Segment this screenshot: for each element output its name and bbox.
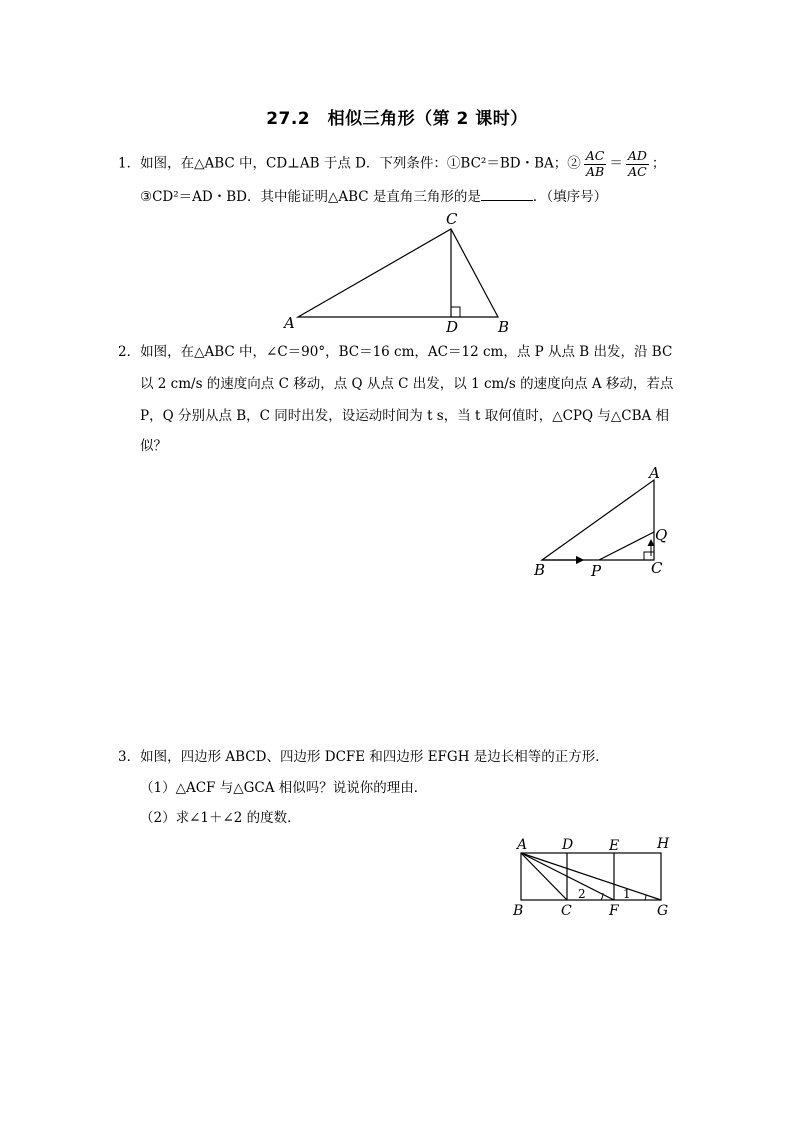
- q1-label-a: A: [284, 314, 295, 332]
- q2-line2: 以 2 cm/s 的速度向点 C 移动，点 Q 从点 C 出发，以 1 cm/s 的速度向点 A 移动，若点: [140, 376, 674, 392]
- q3-label-h: H: [657, 836, 670, 852]
- q3-label-b: B: [513, 903, 524, 919]
- q3-diag-ag: [521, 853, 661, 900]
- q2-label-b: B: [534, 561, 546, 579]
- q2-line3: P，Q 分别从点 B，C 同时出发，设运动时间为 t s，当 t 取何值时，△CPQ 与△CBA 相: [140, 408, 670, 424]
- q3-label-c: C: [561, 903, 572, 919]
- q1-label-d: D: [446, 318, 459, 336]
- q3-label-f: F: [609, 903, 619, 919]
- q2-label-a: A: [649, 464, 660, 482]
- q1-frac2-denominator: AC: [628, 163, 647, 179]
- q1-text-a: 1．如图，在△ABC 中，CD⊥AB 于点 D．下列条件：①BC²＝BD・BA；②: [118, 155, 581, 172]
- q3-angle1-arc: [645, 895, 646, 900]
- q3-label-g: G: [657, 903, 669, 919]
- q1-fraction-2: [626, 150, 649, 178]
- q1-answer-blank[interactable]: [481, 188, 533, 201]
- q1-frac1-denominator: AB: [585, 163, 605, 179]
- q1-text-b: ③CD²＝AD・BD．其中能证明△ABC 是直角三角形的是: [140, 189, 481, 205]
- q2-line1: 2．如图，在△ABC 中，∠C＝90°，BC＝16 cm，AC＝12 cm，点 P 从点 B 出发，沿 BC: [118, 344, 673, 360]
- q1-line1: [118, 150, 665, 178]
- q1-fraction-1: [584, 150, 607, 178]
- q2-line4: 似？: [140, 438, 167, 454]
- q1-line2: [140, 188, 607, 205]
- q1-label-c: C: [446, 210, 458, 228]
- q1-right-angle-mark: [451, 307, 460, 317]
- q3-label-d: D: [562, 837, 574, 853]
- q1-label-b: B: [498, 318, 510, 336]
- q2-figure: [525, 460, 685, 585]
- page-title: 27.2 相似三角形（第 2 课时）: [266, 109, 528, 129]
- q1-equals: ＝: [609, 155, 623, 172]
- q3-label-e: E: [609, 838, 620, 854]
- q3-line1: 3．如图，四边形 ABCD、四边形 DCFE 和四边形 EFGH 是边长相等的正方形．: [118, 749, 609, 765]
- q3-figure: [505, 832, 685, 922]
- q1-figure: [280, 205, 520, 340]
- q3-label-a: A: [517, 837, 528, 853]
- q2-label-c: C: [651, 559, 663, 577]
- q2-label-q: Q: [655, 526, 668, 544]
- q3-diag-ac: [521, 853, 567, 900]
- q3-line3: （2）求∠1＋∠2 的度数．: [140, 810, 301, 826]
- q1-line1-end: ；: [651, 155, 666, 172]
- q1-frac2-numerator: AD: [627, 148, 647, 163]
- q2-label-p: P: [591, 562, 602, 580]
- q3-line2: （1）△ACF 与△GCA 相似吗？说说你的理由．: [140, 780, 428, 796]
- q3-angle1-label: 1: [623, 887, 631, 901]
- q1-text-c: ．（填序号）: [532, 189, 608, 205]
- q2-segment-pq: [599, 532, 654, 560]
- q1-frac1-numerator: AC: [585, 148, 605, 163]
- q2-triangle-abc: [542, 480, 654, 560]
- q1-triangle-abc: [298, 229, 498, 317]
- q3-angle2-label: 2: [578, 887, 586, 901]
